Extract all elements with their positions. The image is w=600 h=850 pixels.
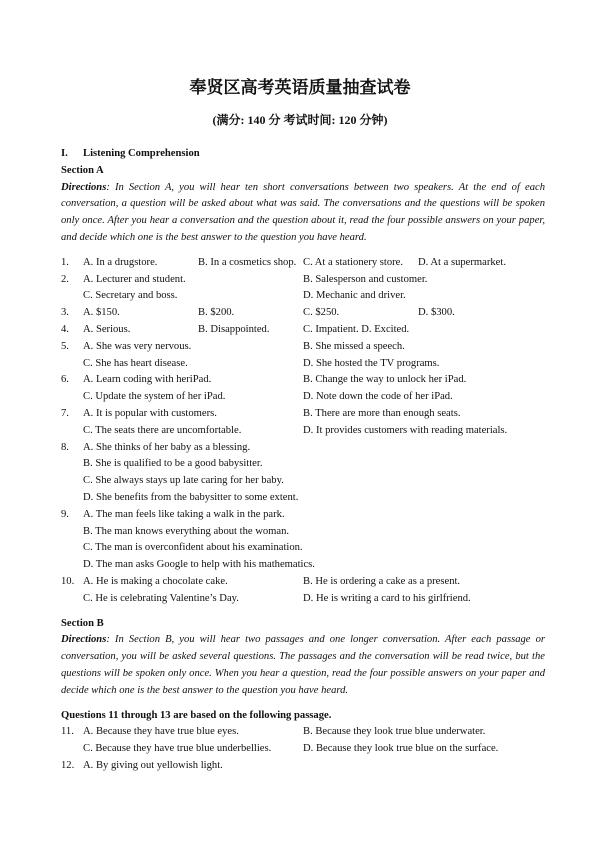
part-name: Listening Comprehension bbox=[83, 148, 200, 159]
option-a: A. Lecturer and student. bbox=[83, 273, 186, 285]
question-4 bbox=[61, 322, 545, 339]
option-b: B. There are more than enough seats. bbox=[303, 407, 461, 419]
exam-content bbox=[61, 146, 545, 775]
part-number: I. bbox=[61, 148, 68, 159]
option-d: D. Mechanic and driver. bbox=[303, 290, 406, 302]
directions-text: : In Section A, you will hear ten short conversations between two speakers. At the end of each conversation, a question will be asked about what was said. The conversations and the questions will be spoken only once. After you hear a conversation and the question about it, read the four possible answers on your paper, and decide which one is the best answer to the question you have heard. bbox=[61, 181, 545, 243]
question-1 bbox=[61, 255, 545, 272]
option-b: B. He is ordering a cake as a present. bbox=[303, 575, 461, 587]
question-number: 5. bbox=[61, 340, 69, 352]
option-b: B. Change the way to unlock her iPad. bbox=[303, 374, 467, 386]
question-number: 7. bbox=[61, 407, 69, 419]
part-heading bbox=[61, 146, 545, 163]
question-11 bbox=[61, 724, 545, 758]
option-b: B. She is qualified to be a good babysitter. bbox=[83, 458, 263, 470]
option-d: D. Because they look true blue on the surface. bbox=[303, 743, 499, 755]
option-c: C. The man is overconfident about his examination. bbox=[83, 542, 303, 554]
directions-label: Directions bbox=[61, 634, 107, 646]
section-a-label: Section A bbox=[61, 164, 104, 176]
option-a: A. By giving out yellowish light. bbox=[83, 759, 223, 771]
option-d: D. Note down the code of her iPad. bbox=[303, 391, 453, 403]
exam-subtitle: (满分: 140 分 考试时间: 120 分钟) bbox=[212, 113, 388, 127]
option-c: C. Because they have true blue underbellies. bbox=[83, 743, 272, 755]
question-10 bbox=[61, 574, 545, 608]
question-3 bbox=[61, 305, 545, 322]
directions-text: : In Section B, you will hear two passages and one longer conversation. After each passage or conversation, you will be asked several questions. The passages and the conversation will be read twice, but the questions will be spoken only once. When you hear a question, read the four possible answers on your paper and decide which one is the best answer to the question you have heard. bbox=[61, 634, 545, 696]
section-b-label: Section B bbox=[61, 617, 104, 629]
option-a: A. Serious. bbox=[83, 323, 131, 335]
exam-title: 奉贤区高考英语质量抽查试卷 bbox=[189, 78, 411, 98]
question-number: 8. bbox=[61, 441, 69, 453]
section-a-directions bbox=[61, 180, 545, 247]
question-2 bbox=[61, 272, 545, 306]
question-12 bbox=[61, 758, 545, 775]
question-group-heading: Questions 11 through 13 are based on the following passage. bbox=[61, 709, 332, 721]
option-c: C. $250. bbox=[303, 307, 340, 319]
question-number: 6. bbox=[61, 374, 69, 386]
question-number: 3. bbox=[61, 307, 69, 319]
question-5 bbox=[61, 339, 545, 373]
question-number: 4. bbox=[61, 323, 69, 335]
option-c: C. She always stays up late caring for her baby. bbox=[83, 475, 284, 487]
option-b: B. Salesperson and customer. bbox=[303, 273, 428, 285]
question-6 bbox=[61, 372, 545, 406]
option-a: A. In a drugstore. bbox=[83, 256, 158, 268]
question-number: 2. bbox=[61, 273, 69, 285]
option-a: A. He is making a chocolate cake. bbox=[83, 575, 228, 587]
option-c-d: C. Impatient. D. Excited. bbox=[303, 323, 410, 335]
option-c: C. At a stationery store. bbox=[303, 256, 404, 268]
option-d: D. She hosted the TV programs. bbox=[303, 357, 440, 369]
option-a: A. Learn coding with heriPad. bbox=[83, 374, 212, 386]
option-a: A. She thinks of her baby as a blessing. bbox=[83, 441, 251, 453]
question-9 bbox=[61, 507, 545, 574]
question-number: 11. bbox=[61, 726, 74, 738]
option-b: B. The man knows everything about the woman. bbox=[83, 525, 290, 537]
option-c: C. The seats there are uncomfortable. bbox=[83, 424, 242, 436]
option-a: A. Because they have true blue eyes. bbox=[83, 726, 239, 738]
option-a: A. She was very nervous. bbox=[83, 340, 192, 352]
question-7 bbox=[61, 406, 545, 440]
option-a: A. The man feels like taking a walk in the park. bbox=[83, 508, 285, 520]
option-d: D. $300. bbox=[418, 307, 455, 319]
option-b: B. She missed a speech. bbox=[303, 340, 405, 352]
option-d: D. At a supermarket. bbox=[418, 256, 506, 268]
option-d: D. She benefits from the babysitter to some extent. bbox=[83, 491, 299, 503]
section-b-directions bbox=[61, 632, 545, 699]
option-c: C. He is celebrating Valentine’s Day. bbox=[83, 592, 239, 604]
option-d: D. It provides customers with reading materials. bbox=[303, 424, 508, 436]
option-c: C. Update the system of her iPad. bbox=[83, 391, 226, 403]
question-number: 12. bbox=[61, 759, 75, 771]
option-b: B. In a cosmetics shop. bbox=[198, 256, 297, 268]
option-b: B. $200. bbox=[198, 307, 235, 319]
option-b: B. Disappointed. bbox=[198, 323, 270, 335]
question-number: 10. bbox=[61, 575, 75, 587]
option-a: A. It is popular with customers. bbox=[83, 407, 217, 419]
option-b: B. Because they look true blue underwater. bbox=[303, 726, 486, 738]
option-d: D. The man asks Google to help with his mathematics. bbox=[83, 559, 315, 571]
question-8 bbox=[61, 440, 545, 507]
option-c: C. She has heart disease. bbox=[83, 357, 188, 369]
option-a: A. $150. bbox=[83, 307, 120, 319]
question-number: 1. bbox=[61, 256, 69, 268]
question-number: 9. bbox=[61, 508, 69, 520]
option-c: C. Secretary and boss. bbox=[83, 290, 178, 302]
option-d: D. He is writing a card to his girlfriend. bbox=[303, 592, 471, 604]
directions-label: Directions bbox=[61, 181, 107, 193]
